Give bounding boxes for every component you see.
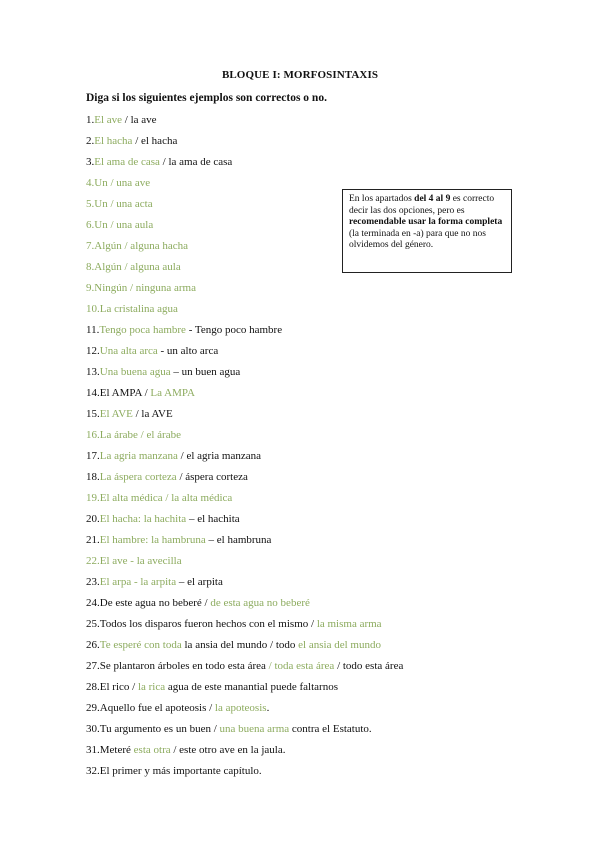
item-text: - un alto arca (157, 345, 219, 357)
item-text: la ansia del mundo / todo (181, 639, 299, 651)
item-text: Todos los disparos fueron hechos con el mismo / (99, 618, 317, 630)
list-item (86, 320, 556, 341)
item-number: 29. (86, 702, 100, 714)
item-text: De este agua no beberé / (99, 597, 211, 609)
item-text: / todo esta área (334, 660, 404, 672)
note-bold-recommendation: recomendable usar la forma completa (349, 217, 503, 228)
item-number: 6. (86, 219, 95, 231)
item-number: 19. (86, 492, 100, 504)
item-text: / la ama de casa (159, 156, 233, 168)
item-number: 23. (86, 576, 100, 588)
note-text: (la terminada en -a) para que no nos olvidemos del género. (349, 228, 486, 251)
item-text: el ansia del mundo (298, 639, 381, 651)
item-text: La cristalina agua (99, 303, 178, 315)
item-text: Un / una ave (94, 177, 151, 189)
list-item (86, 572, 556, 593)
item-number: 2. (86, 135, 95, 147)
list-item (86, 278, 556, 299)
note-box (342, 189, 512, 273)
item-text: - Tengo poco hambre (185, 324, 283, 336)
item-text: / la ave (122, 114, 157, 126)
item-number: 8. (86, 261, 95, 273)
item-text: Una alta arca (99, 345, 158, 357)
list-item (86, 635, 556, 656)
item-text: Te esperé con toda (99, 639, 182, 651)
item-text: Se plantaron árboles en todo esta área (99, 660, 266, 672)
item-text: / el hacha (132, 135, 178, 147)
list-item (86, 761, 556, 782)
item-text: La áspera corteza (99, 471, 177, 483)
item-text: agua de este manantial puede faltarnos (165, 681, 338, 693)
item-text: La AMPA (150, 387, 195, 399)
item-text: / áspera corteza (176, 471, 248, 483)
instructions-heading: Diga si los siguientes ejemplos son correctos o no. (86, 92, 327, 104)
item-number: 14. (86, 387, 100, 399)
item-text: – un buen agua (170, 366, 241, 378)
item-number: 22. (86, 555, 100, 567)
item-number: 27. (86, 660, 100, 672)
item-text: – el hachita (186, 513, 240, 525)
list-item (86, 509, 556, 530)
item-text: contra el Estatuto. (289, 723, 372, 735)
list-item (86, 488, 556, 509)
item-text: Aquello fue el apoteosis / (99, 702, 215, 714)
list-item (86, 362, 556, 383)
item-number: 26. (86, 639, 100, 651)
item-number: 32. (86, 765, 100, 777)
item-text: El arpa - la arpita (99, 576, 177, 588)
page-title: BLOQUE I: MORFOSINTAXIS (221, 69, 379, 81)
note-bold-range: del 4 al 9 (414, 194, 451, 204)
item-text: / este otro ave en la jaula. (170, 744, 286, 756)
note-text: es correcto decir las dos opciones, pero es (349, 194, 495, 216)
item-text: Tengo poca hambre (99, 324, 186, 336)
item-number: 13. (86, 366, 100, 378)
item-number: 9. (86, 282, 95, 294)
item-number: 11. (86, 324, 100, 336)
list-item (86, 614, 556, 635)
list-item (86, 719, 556, 740)
item-number: 31. (86, 744, 100, 756)
item-text: – el hambruna (205, 534, 272, 546)
item-text: La agria manzana (99, 450, 178, 462)
item-text: Tu argumento es un buen / (99, 723, 220, 735)
list-item (86, 299, 556, 320)
list-item (86, 152, 556, 173)
item-text: una buena arma (219, 723, 290, 735)
list-item (86, 110, 556, 131)
item-number: 25. (86, 618, 100, 630)
list-item (86, 698, 556, 719)
item-number: 12. (86, 345, 100, 357)
item-number: 10. (86, 303, 100, 315)
note-text: En los apartados (349, 194, 415, 204)
item-text: El ama de casa (94, 156, 160, 168)
item-text: . (266, 702, 270, 714)
item-number: 17. (86, 450, 100, 462)
item-text: El AMPA / (99, 387, 151, 399)
item-text: la rica (137, 681, 166, 693)
list-item (86, 341, 556, 362)
item-text: Un / una aula (94, 219, 154, 231)
item-text: la misma arma (316, 618, 382, 630)
item-number: 28. (86, 681, 100, 693)
item-number: 1. (86, 114, 95, 126)
item-number: 4. (86, 177, 95, 189)
list-item (86, 446, 556, 467)
item-number: 5. (86, 198, 95, 210)
item-text: – el arpita (176, 576, 223, 588)
item-text: Algún / alguna hacha (94, 240, 189, 252)
item-text: El hambre: la hambruna (99, 534, 206, 546)
item-text: Ningún / ninguna arma (94, 282, 196, 294)
item-text: El hacha (94, 135, 133, 147)
item-number: 18. (86, 471, 100, 483)
list-item (86, 383, 556, 404)
list-item (86, 740, 556, 761)
item-text: Meteré (99, 744, 134, 756)
item-text: El hacha: la hachita (99, 513, 187, 525)
item-text: El alta médica / la alta médica (99, 492, 233, 504)
item-number: 16. (86, 429, 100, 441)
item-number: 7. (86, 240, 95, 252)
item-number: 24. (86, 597, 100, 609)
item-number: 21. (86, 534, 100, 546)
item-text: El ave - la avecilla (99, 555, 182, 567)
item-text: de esta agua no beberé (210, 597, 310, 609)
item-text: El ave (94, 114, 123, 126)
list-item (86, 656, 556, 677)
list-item (86, 467, 556, 488)
list-item (86, 551, 556, 572)
item-number: 3. (86, 156, 95, 168)
list-item (86, 404, 556, 425)
list-item (86, 131, 556, 152)
list-item (86, 677, 556, 698)
list-item (86, 530, 556, 551)
item-number: 30. (86, 723, 100, 735)
list-item (86, 593, 556, 614)
item-text: El rico / (99, 681, 138, 693)
item-text: La árabe / el árabe (99, 429, 181, 441)
item-text: la apoteosis (214, 702, 267, 714)
item-number: 15. (86, 408, 100, 420)
item-text: esta otra (133, 744, 171, 756)
item-text: Algún / alguna aula (94, 261, 181, 273)
item-text: El primer y más importante capítulo. (99, 765, 262, 777)
item-number: 20. (86, 513, 100, 525)
item-text: / toda esta área (265, 660, 335, 672)
item-text: El AVE (99, 408, 133, 420)
item-text: Una buena agua (99, 366, 171, 378)
item-text: Un / una acta (94, 198, 153, 210)
item-text: / la AVE (132, 408, 173, 420)
item-text: / el agria manzana (177, 450, 261, 462)
list-item (86, 425, 556, 446)
